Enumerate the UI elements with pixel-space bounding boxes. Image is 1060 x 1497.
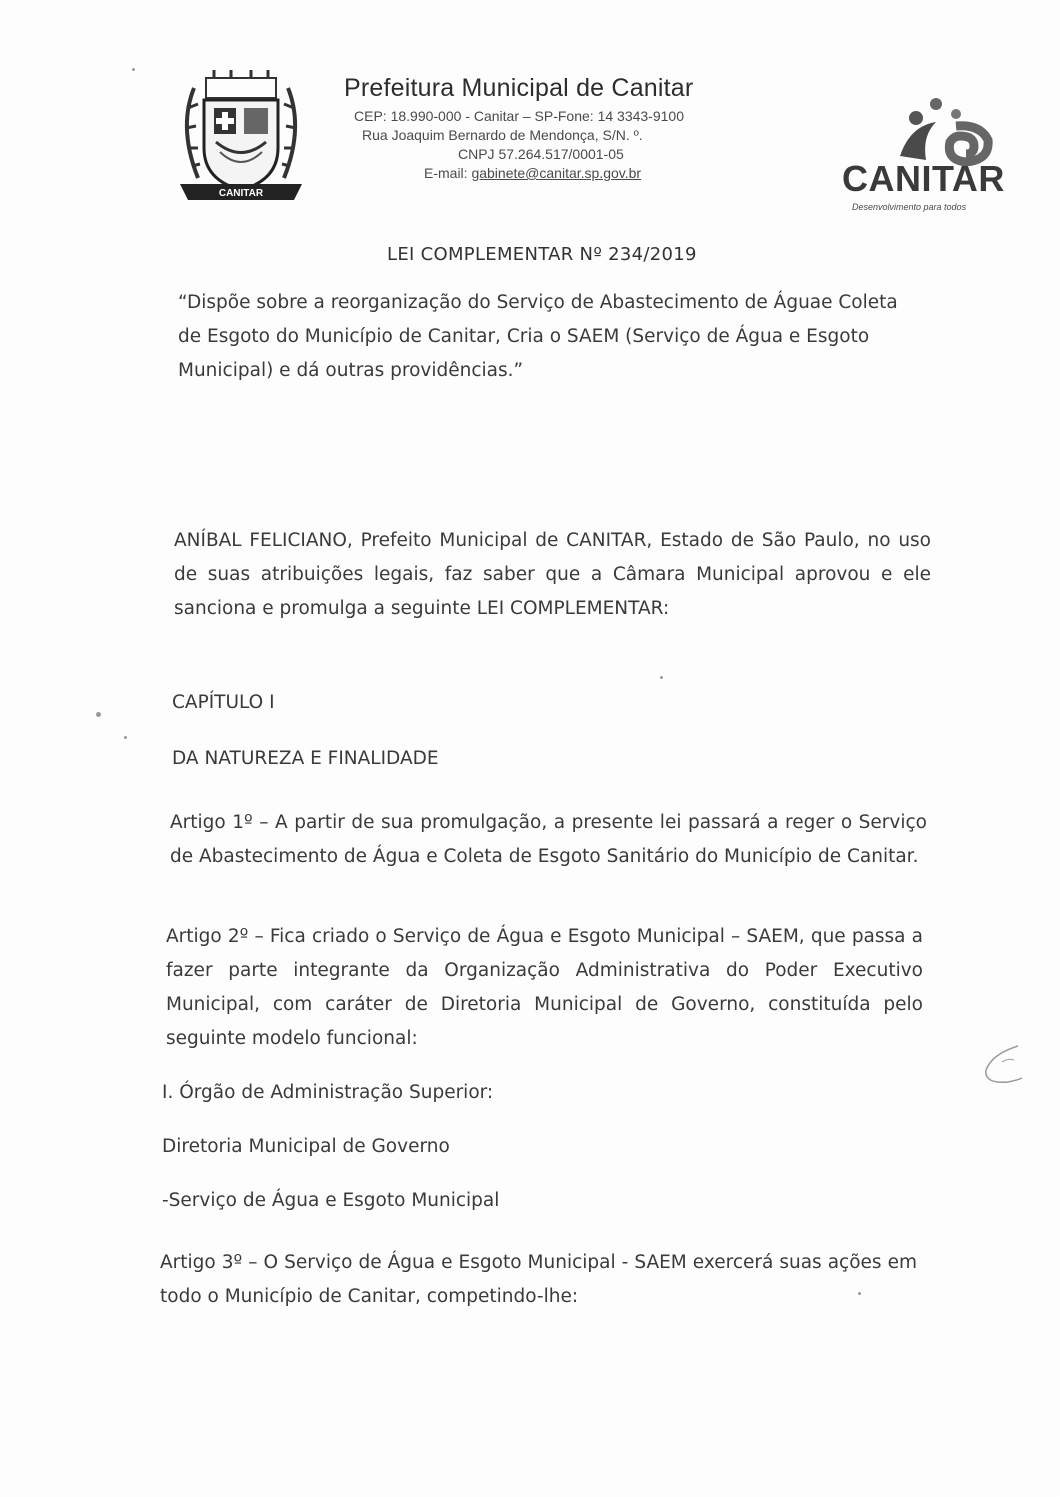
list-item: I. Órgão de Administração Superior: (162, 1082, 494, 1103)
scan-speck (660, 676, 663, 679)
scan-speck (858, 1292, 861, 1295)
email-line (424, 164, 820, 183)
logo-tagline: Desenvolvimento para todos (852, 202, 967, 212)
cnpj-line: CNPJ 57.264.517/0001-05 (458, 146, 624, 162)
email-link[interactable]: gabinete@canitar.sp.gov.br (471, 165, 642, 181)
municipality-title: Prefeitura Municipal de Canitar (344, 74, 694, 102)
article-3: Artigo 3º – O Serviço de Água e Esgoto Municipal - SAEM exercerá suas ações em todo o Município de Canitar, competindo-lhe: (160, 1252, 917, 1307)
article-1: Artigo 1º – A partir de sua promulgação, a presente lei passará a reger o Serviço de Abastecimento de Água e Coleta de Esgoto Sanitário do Município de Canitar. (170, 812, 927, 867)
letterhead (340, 74, 820, 183)
coat-of-arms-icon (176, 68, 306, 208)
article-2: Artigo 2º – Fica criado o Serviço de Água e Esgoto Municipal – SAEM, que passa a fazer parte integrante da Organização Administrativa do Poder Executivo Municipal, com caráter de Diretoria Municipal de Governo, constituída pelo seguinte modelo funcional: (166, 926, 923, 1049)
logo-wordmark: CANITAR (842, 158, 1005, 199)
address-line-2: Rua Joaquim Bernardo de Mendonça, S/N. º. (362, 127, 643, 143)
scan-speck (124, 736, 127, 739)
enactment-clause: ANÍBAL FELICIANO, Prefeito Municipal de CANITAR, Estado de São Paulo, no uso de suas atribuições legais, faz saber que a Câmara Municipal aprovou e ele sanciona e promulga a seguinte LEI COMPLEMENTAR: (174, 530, 931, 619)
chapter-title: DA NATUREZA E FINALIDADE (172, 748, 439, 769)
list-item: -Serviço de Água e Esgoto Municipal (162, 1190, 500, 1211)
chapter-heading: CAPÍTULO I (172, 692, 275, 713)
address-line-1: CEP: 18.990-000 - Canitar – SP-Fone: 14 3343-9100 (354, 108, 684, 124)
svg-text:CANITAR: CANITAR (218, 188, 264, 199)
scan-speck (132, 68, 135, 71)
canitar-logo (842, 96, 1022, 226)
email-label: E-mail: (424, 165, 472, 181)
list-item: Diretoria Municipal de Governo (162, 1136, 450, 1157)
law-title: LEI COMPLEMENTAR Nº 234/2019 (387, 244, 697, 265)
scan-speck (96, 712, 101, 717)
law-summary: “Dispõe sobre a reorganização do Serviço de Abastecimento de Águae Coleta de Esgoto do Município de Canitar, Cria o SAEM (Serviço de Água e Esgoto Municipal) e dá outras providências.” (178, 292, 898, 381)
logo-figure-icon (870, 96, 1000, 166)
handwritten-mark-icon (978, 1040, 1028, 1090)
